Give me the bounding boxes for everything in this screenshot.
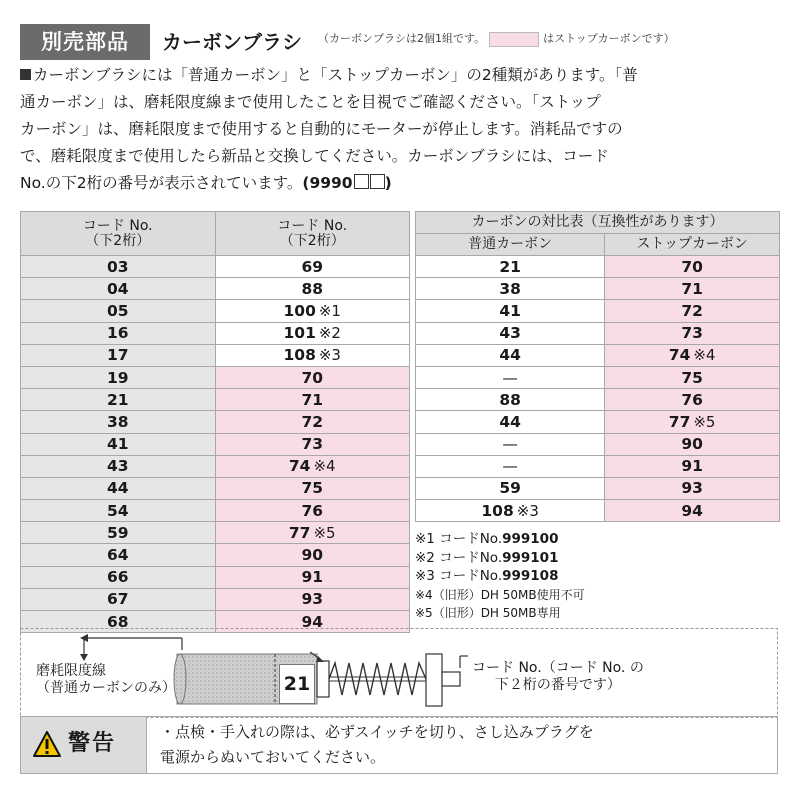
code-value: 69 [301, 257, 324, 276]
code-value: 44 [499, 346, 521, 365]
code-value: 93 [301, 590, 324, 609]
table-row [21, 278, 410, 300]
code-cell [215, 366, 410, 388]
code-cell: 43 [21, 455, 216, 477]
code-value: 71 [681, 279, 703, 298]
code-value: 21 [499, 257, 521, 276]
footnote-mark: ※1 [318, 301, 341, 320]
table-row [416, 455, 780, 477]
table-row [416, 256, 780, 278]
table-row [416, 300, 780, 322]
code-value: 74 [288, 457, 311, 476]
table-row [21, 433, 410, 455]
header-note-suffix: はストップカーボンです） [543, 32, 675, 45]
footnote-mark: ※5 [313, 523, 336, 542]
code-value: 90 [681, 435, 703, 454]
code-value: — [502, 435, 518, 454]
warning-title: 警告 [68, 731, 117, 756]
stop-carbon-cell [605, 500, 780, 522]
wear-line-label: 磨耗限度線 （普通カーボンのみ） [36, 663, 176, 696]
table-row [21, 344, 410, 366]
footnotes [415, 530, 775, 623]
code-value: 75 [681, 368, 703, 387]
code-cell [215, 344, 410, 366]
table-row [21, 522, 410, 544]
code-value: 91 [301, 568, 324, 587]
stop-carbon-header: ストップカーボン [605, 234, 780, 256]
stop-carbon-cell [605, 411, 780, 433]
code-table [20, 211, 410, 633]
intro-paragraph [20, 62, 650, 197]
code-cell: 04 [21, 278, 216, 300]
code-value: — [502, 457, 518, 476]
brush-code-number: 21 [279, 664, 315, 704]
intro-line: カーボンブラシには「普通カーボン」と「ストップカーボン」の2種類があります。「普 [33, 66, 638, 84]
stop-carbon-cell [605, 366, 780, 388]
normal-carbon-cell [416, 300, 605, 322]
stop-carbon-cell [605, 322, 780, 344]
code-cell: 67 [21, 588, 216, 610]
code-cell: 41 [21, 433, 216, 455]
header-note [318, 31, 675, 47]
code-value: 93 [681, 479, 703, 498]
table-row [21, 544, 410, 566]
code-cell [215, 278, 410, 300]
footnote-mark: ※3 [516, 501, 539, 520]
stop-carbon-cell [605, 455, 780, 477]
table-row [21, 366, 410, 388]
intro-line: カーボン」は、磨耗限度まで使用すると自動的にモーターが停止します。消耗品ですの [20, 120, 623, 138]
stop-carbon-cell [605, 300, 780, 322]
footnote: ※4（旧形）DH 50MB使用不可 [415, 587, 585, 602]
table-row [21, 411, 410, 433]
code-column-header: コード No. （下2桁） [215, 212, 410, 256]
stop-carbon-cell [605, 256, 780, 278]
code-cell: 64 [21, 544, 216, 566]
code-value: 59 [499, 479, 521, 498]
code-value: 72 [301, 412, 324, 431]
footnote-mark: ※4 [693, 346, 716, 365]
code-cell: 16 [21, 322, 216, 344]
code-cell [215, 455, 410, 477]
code-value: 108 [481, 501, 514, 520]
code-cell: 03 [21, 256, 216, 278]
code-value: 41 [499, 301, 521, 320]
code-value: 76 [681, 390, 703, 409]
spring [329, 663, 426, 695]
table-row [416, 344, 780, 366]
normal-carbon-cell [416, 344, 605, 366]
footnote-mark: ※4 [313, 457, 336, 476]
normal-carbon-cell [416, 411, 605, 433]
code-value: 88 [301, 279, 324, 298]
stop-carbon-cell [605, 389, 780, 411]
square-bullet-icon [20, 69, 31, 80]
table-row [416, 366, 780, 388]
stop-carbon-cell [605, 477, 780, 499]
table-row [416, 433, 780, 455]
code-value: 101 [283, 324, 316, 343]
normal-carbon-cell [416, 256, 605, 278]
code-value: 70 [681, 257, 703, 276]
code-cell [215, 411, 410, 433]
code-value: 91 [681, 457, 703, 476]
table-row [416, 411, 780, 433]
stop-carbon-cell [605, 278, 780, 300]
code-cell: 66 [21, 566, 216, 588]
intro-line: No.の下2桁の番号が表示されています。 [20, 174, 303, 192]
table-row [416, 389, 780, 411]
table-row [21, 389, 410, 411]
footnote: ※5（旧形）DH 50MB専用 [415, 606, 561, 620]
comparison-table-title: カーボンの対比表（互換性があります） [416, 212, 780, 234]
code-value: 74 [668, 346, 691, 365]
comparison-table-body [416, 256, 780, 522]
table-row [21, 588, 410, 610]
code-cell [215, 433, 410, 455]
code-value: 43 [499, 324, 521, 343]
blank-box-icon [354, 174, 369, 189]
code-cell: 44 [21, 477, 216, 499]
page-title: カーボンブラシ [162, 30, 302, 54]
normal-carbon-cell [416, 455, 605, 477]
code-cell [215, 322, 410, 344]
code-cell: 68 [21, 611, 216, 633]
table-row [21, 300, 410, 322]
warning-text: ・点検・手入れの際は、必ずスイッチを切り、さし込みプラグを 電源からぬいておいてください。 [160, 723, 594, 766]
table-row [416, 322, 780, 344]
code-value: 73 [681, 324, 703, 343]
code-cell [215, 300, 410, 322]
code-cell: 05 [21, 300, 216, 322]
arrow-down-icon [80, 654, 88, 661]
table-row [416, 278, 780, 300]
code-value: 71 [301, 390, 324, 409]
code-value: — [502, 368, 518, 387]
stop-carbon-cell [605, 433, 780, 455]
code-value: 90 [301, 546, 324, 565]
code-value: 94 [681, 501, 703, 520]
table-row [416, 477, 780, 499]
code-value: 77 [288, 523, 311, 542]
code-cell [215, 544, 410, 566]
code-cell [215, 566, 410, 588]
comparison-table [415, 211, 780, 522]
code-value: 108 [283, 346, 316, 365]
intro-line: 通カーボン」は、磨耗限度線まで使用したことを目視でご確認ください。「ストップ [20, 93, 601, 111]
code-value: 73 [301, 435, 324, 454]
stop-carbon-cell [605, 344, 780, 366]
intro-code: (9990 [302, 174, 353, 192]
intro-line: で、磨耗限度まで使用したら新品と交換してください。カーボンブラシには、コード [20, 147, 609, 165]
code-cell: 21 [21, 389, 216, 411]
code-cell: 38 [21, 411, 216, 433]
code-value: 44 [499, 412, 521, 431]
footnote-mark: ※5 [693, 412, 716, 431]
footnote-mark: ※3 [318, 346, 341, 365]
footnote: ※3 コードNo.999108 [415, 568, 559, 584]
code-column-header: コード No. （下2桁） [21, 212, 216, 256]
normal-carbon-cell [416, 477, 605, 499]
footnote: ※2 コードNo.999101 [415, 549, 559, 566]
normal-carbon-cell [416, 366, 605, 388]
footnote: ※1 コードNo.999100 [415, 531, 559, 547]
code-number-label: コード No.（コード No. の 下２桁の番号です） [472, 660, 644, 693]
section-tag: 別売部品 [20, 24, 150, 60]
warning-triangle-icon [32, 730, 62, 758]
code-cell [215, 522, 410, 544]
code-cell [215, 389, 410, 411]
table-row [21, 477, 410, 499]
table-row [21, 500, 410, 522]
footnote-mark: ※2 [318, 324, 341, 343]
code-value: 88 [499, 390, 521, 409]
code-cell [215, 477, 410, 499]
table-row [21, 455, 410, 477]
pink-swatch [489, 32, 539, 47]
table-row [21, 256, 410, 278]
normal-carbon-cell [416, 389, 605, 411]
code-cell: 54 [21, 500, 216, 522]
normal-carbon-cell [416, 433, 605, 455]
code-cell [215, 256, 410, 278]
code-value: 75 [301, 479, 324, 498]
code-value: 76 [301, 501, 324, 520]
code-cell [215, 500, 410, 522]
normal-carbon-cell [416, 278, 605, 300]
table-row [416, 500, 780, 522]
header-note-prefix: （カーボンブラシは2個1組です。 [318, 32, 486, 45]
table-row [21, 566, 410, 588]
normal-carbon-header: 普通カーボン [416, 234, 605, 256]
code-cell: 59 [21, 522, 216, 544]
blank-box-icon [370, 174, 385, 189]
code-value: 77 [668, 412, 691, 431]
code-cell: 19 [21, 366, 216, 388]
intro-code-close: ) [384, 174, 392, 192]
code-cell: 17 [21, 344, 216, 366]
code-cell [215, 588, 410, 610]
table-row [21, 322, 410, 344]
code-value: 100 [283, 301, 316, 320]
code-table-body [21, 256, 410, 633]
code-value: 72 [681, 301, 703, 320]
code-value: 70 [301, 368, 324, 387]
normal-carbon-cell [416, 322, 605, 344]
normal-carbon-cell [416, 500, 605, 522]
brush-cap [317, 661, 329, 697]
code-value: 38 [499, 279, 521, 298]
code-value: 94 [301, 612, 324, 631]
terminal [426, 654, 442, 706]
